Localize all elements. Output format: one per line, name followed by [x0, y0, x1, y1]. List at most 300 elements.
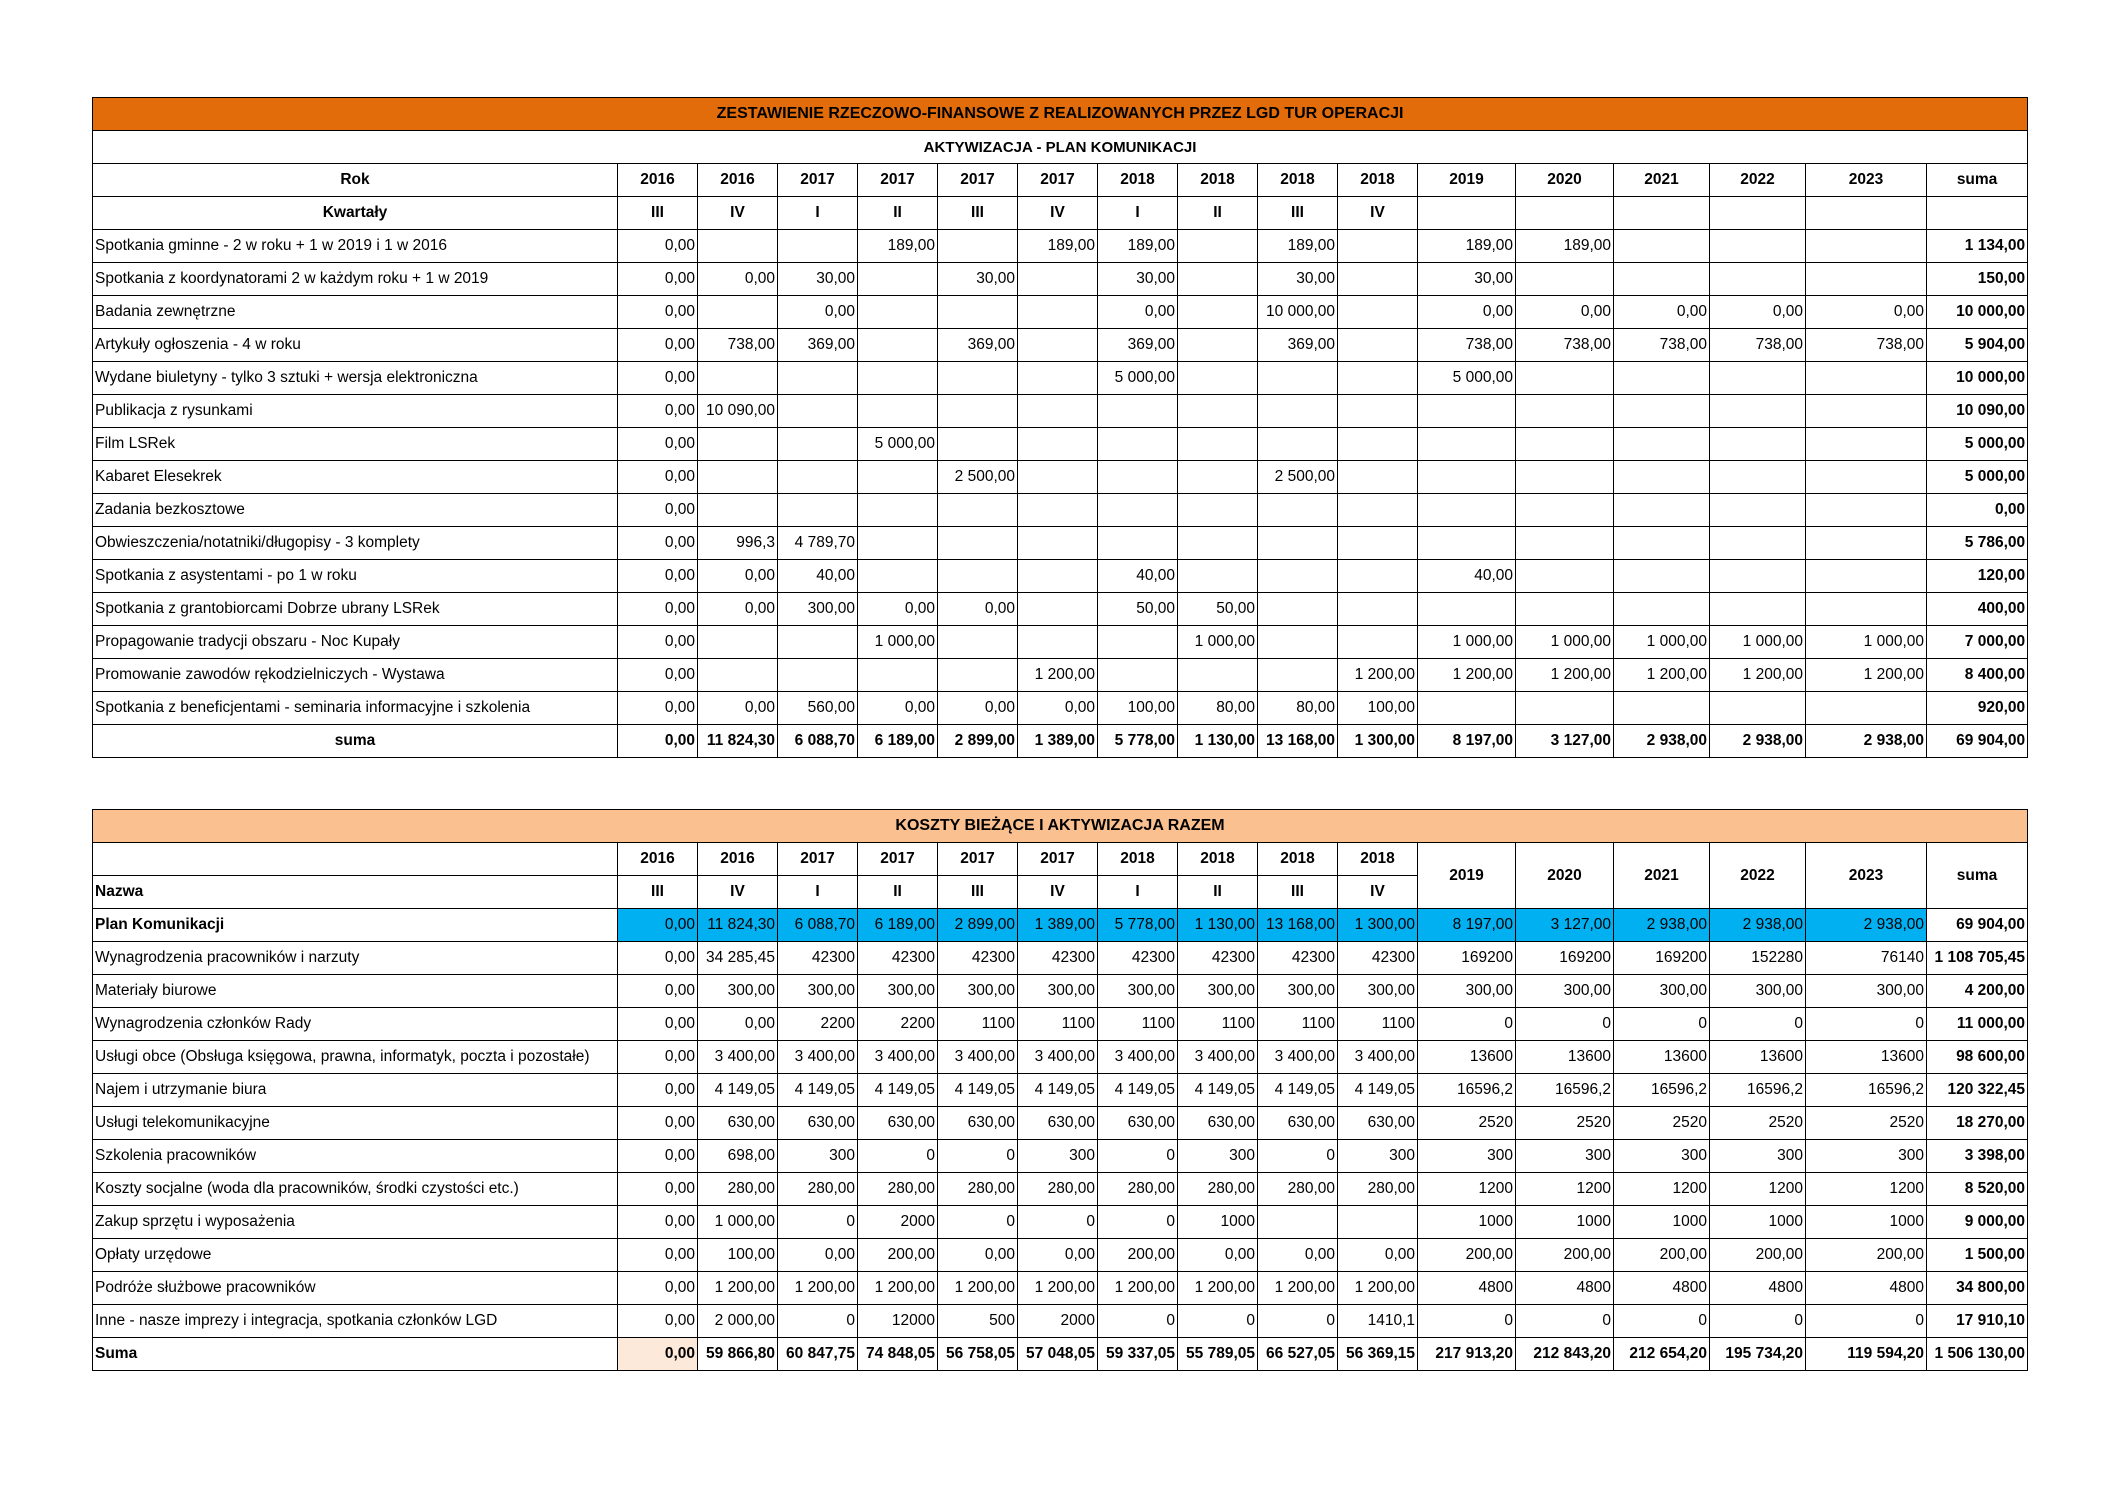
table-cell: 4 149,05 — [938, 1074, 1018, 1107]
table-cell: 2 938,00 — [1806, 909, 1927, 942]
table-cell: 1 200,00 — [1338, 1272, 1418, 1305]
table-cell: 1 000,00 — [1710, 626, 1806, 659]
total-cell: 56 758,05 — [938, 1338, 1018, 1371]
header-blank — [93, 843, 618, 876]
table-cell — [1178, 560, 1258, 593]
table-cell: 1 200,00 — [1806, 659, 1927, 692]
total-cell: 119 594,20 — [1806, 1338, 1927, 1371]
total-cell: 6 189,00 — [858, 725, 938, 758]
table-cell: 2520 — [1516, 1107, 1614, 1140]
quarter-header: II — [858, 197, 938, 230]
table-cell: 1200 — [1806, 1173, 1927, 1206]
table-cell: 630,00 — [1098, 1107, 1178, 1140]
row-label: Spotkania z asystentami - po 1 w roku — [93, 560, 618, 593]
row-label: Kabaret Elesekrek — [93, 461, 618, 494]
table-cell: 0,00 — [778, 296, 858, 329]
table-cell: 1100 — [938, 1008, 1018, 1041]
total-cell: 5 778,00 — [1098, 725, 1178, 758]
table-cell: 0,00 — [1018, 1239, 1098, 1272]
year-header: 2017 — [858, 164, 938, 197]
table-row — [93, 1041, 2028, 1074]
total-label: suma — [93, 725, 618, 758]
row-label: Spotkania z koordynatorami 2 w każdym roku + 1 w 2019 — [93, 263, 618, 296]
table-row — [93, 494, 2028, 527]
table-cell: 630,00 — [938, 1107, 1018, 1140]
table-cell: 738,00 — [1710, 329, 1806, 362]
table-cell — [1258, 593, 1338, 626]
total-cell: 11 824,30 — [698, 725, 778, 758]
table-row — [93, 942, 2028, 975]
table-cell: 369,00 — [938, 329, 1018, 362]
table-cell: 630,00 — [1338, 1107, 1418, 1140]
table-cell: 8 197,00 — [1418, 909, 1516, 942]
table-cell: 0,00 — [618, 329, 698, 362]
table-cell: 0 — [1806, 1305, 1927, 1338]
table-cell: 1 000,00 — [1178, 626, 1258, 659]
table-cell: 4 789,70 — [778, 527, 858, 560]
table-row — [93, 263, 2028, 296]
total-label: Suma — [93, 1338, 618, 1371]
table-cell: 200,00 — [1516, 1239, 1614, 1272]
table-cell — [1516, 527, 1614, 560]
table-cell — [938, 527, 1018, 560]
table-cell — [778, 230, 858, 263]
table-cell: 300,00 — [1614, 975, 1710, 1008]
table-cell: 80,00 — [1258, 692, 1338, 725]
table-cell — [1098, 395, 1178, 428]
table-cell — [1338, 494, 1418, 527]
row-total: 5 000,00 — [1927, 461, 2028, 494]
table-cell: 0,00 — [618, 1074, 698, 1107]
table-cell — [1614, 527, 1710, 560]
row-total: 120,00 — [1927, 560, 2028, 593]
table-cell — [858, 494, 938, 527]
table-cell: 76140 — [1806, 942, 1927, 975]
table-cell: 369,00 — [1258, 329, 1338, 362]
table-cell: 280,00 — [1338, 1173, 1418, 1206]
table-cell — [1018, 263, 1098, 296]
table-cell: 300,00 — [1098, 975, 1178, 1008]
table2-year-row — [93, 843, 2028, 876]
table-cell — [1806, 527, 1927, 560]
table-cell — [1516, 692, 1614, 725]
table-cell: 280,00 — [858, 1173, 938, 1206]
table-cell: 1 200,00 — [1338, 659, 1418, 692]
table-cell — [1710, 494, 1806, 527]
table-cell — [1614, 692, 1710, 725]
table-cell — [858, 395, 938, 428]
total-cell: 6 088,70 — [778, 725, 858, 758]
table-cell: 200,00 — [1806, 1239, 1927, 1272]
table-cell: 189,00 — [1098, 230, 1178, 263]
table-cell: 0,00 — [778, 1239, 858, 1272]
table-cell — [1806, 461, 1927, 494]
table-cell — [938, 494, 1018, 527]
table-cell — [1338, 329, 1418, 362]
table-cell — [1178, 428, 1258, 461]
row-total: 10 090,00 — [1927, 395, 2028, 428]
row-label: Spotkania z beneficjentami - seminaria informacyjne i szkolenia — [93, 692, 618, 725]
table-cell: 300,00 — [1258, 975, 1338, 1008]
total-row — [93, 1338, 2028, 1371]
table-cell: 1000 — [1516, 1206, 1614, 1239]
row-label: Usługi telekomunikacyjne — [93, 1107, 618, 1140]
quarter-header — [1806, 197, 1927, 230]
table-cell — [1258, 527, 1338, 560]
table-cell: 100,00 — [1098, 692, 1178, 725]
row-total: 10 000,00 — [1927, 362, 2028, 395]
table-cell — [1516, 395, 1614, 428]
table-cell: 1 200,00 — [1018, 659, 1098, 692]
table-cell — [1338, 230, 1418, 263]
table-cell: 13600 — [1516, 1041, 1614, 1074]
table-cell: 1 200,00 — [1418, 659, 1516, 692]
total-cell: 0,00 — [618, 725, 698, 758]
table-cell: 369,00 — [1098, 329, 1178, 362]
year-header: 2017 — [1018, 164, 1098, 197]
row-total: 1 500,00 — [1927, 1239, 2028, 1272]
table-cell — [1516, 428, 1614, 461]
quarter-header: II — [858, 876, 938, 909]
year-header: 2021 — [1614, 164, 1710, 197]
table-cell: 280,00 — [1018, 1173, 1098, 1206]
table-cell: 2 000,00 — [698, 1305, 778, 1338]
table-cell: 1 000,00 — [698, 1206, 778, 1239]
table-cell: 1 200,00 — [938, 1272, 1018, 1305]
table-cell — [1018, 362, 1098, 395]
table-cell: 0 — [1178, 1305, 1258, 1338]
table-cell: 4800 — [1614, 1272, 1710, 1305]
table-cell — [1614, 428, 1710, 461]
table-cell: 1000 — [1614, 1206, 1710, 1239]
total-row — [93, 725, 2028, 758]
quarter-header: II — [1178, 876, 1258, 909]
table-cell: 42300 — [778, 942, 858, 975]
table-cell: 280,00 — [1258, 1173, 1338, 1206]
year-header: 2018 — [1098, 843, 1178, 876]
table-cell: 300 — [1178, 1140, 1258, 1173]
table-cell: 280,00 — [1178, 1173, 1258, 1206]
table-cell: 42300 — [1018, 942, 1098, 975]
table-cell: 0,00 — [618, 1206, 698, 1239]
row-total: 5 786,00 — [1927, 527, 2028, 560]
year-header: 2018 — [1178, 843, 1258, 876]
table-cell: 0,00 — [618, 1140, 698, 1173]
table-cell: 16596,2 — [1710, 1074, 1806, 1107]
table-row — [93, 1206, 2028, 1239]
total-cell: 1 300,00 — [1338, 725, 1418, 758]
koszty-biezace-table — [92, 809, 2028, 1371]
table-row — [93, 1107, 2028, 1140]
quarter-header: III — [618, 197, 698, 230]
table-cell — [1018, 296, 1098, 329]
table-row — [93, 1074, 2028, 1107]
plan-komunikacji-row — [93, 909, 2028, 942]
quarter-header: III — [618, 876, 698, 909]
table-row — [93, 659, 2028, 692]
table-cell — [1806, 395, 1927, 428]
row-label: Obwieszczenia/notatniki/długopisy - 3 komplety — [93, 527, 618, 560]
table-cell — [1710, 461, 1806, 494]
row-label: Opłaty urzędowe — [93, 1239, 618, 1272]
table-cell — [1178, 461, 1258, 494]
table-cell: 1 000,00 — [1614, 626, 1710, 659]
row-label: Promowanie zawodów rękodzielniczych - Wystawa — [93, 659, 618, 692]
table-cell: 0 — [1614, 1008, 1710, 1041]
row-label: Spotkania gminne - 2 w roku + 1 w 2019 i 1 w 2016 — [93, 230, 618, 263]
table-cell: 630,00 — [1018, 1107, 1098, 1140]
table-cell: 4800 — [1806, 1272, 1927, 1305]
year-header: 2018 — [1258, 164, 1338, 197]
table-cell: 200,00 — [1614, 1239, 1710, 1272]
table-cell: 300,00 — [1710, 975, 1806, 1008]
table-cell — [1710, 593, 1806, 626]
table-row — [93, 593, 2028, 626]
quarter-header: IV — [1338, 876, 1418, 909]
table-cell — [1418, 692, 1516, 725]
table-cell — [1258, 560, 1338, 593]
table-cell: 1200 — [1516, 1173, 1614, 1206]
table-cell: 0,00 — [618, 975, 698, 1008]
table-cell: 13600 — [1806, 1041, 1927, 1074]
table-cell: 42300 — [1258, 942, 1338, 975]
table-cell: 30,00 — [938, 263, 1018, 296]
row-label: Usługi obce (Obsługa księgowa, prawna, informatyk, poczta i pozostałe) — [93, 1041, 618, 1074]
total-cell: 55 789,05 — [1178, 1338, 1258, 1371]
table-cell: 0,00 — [698, 692, 778, 725]
table-cell: 6 189,00 — [858, 909, 938, 942]
table-cell: 0,00 — [858, 692, 938, 725]
total-cell: 1 130,00 — [1178, 725, 1258, 758]
table-cell — [1614, 263, 1710, 296]
table-cell: 80,00 — [1178, 692, 1258, 725]
year-header: 2018 — [1338, 164, 1418, 197]
table-cell — [778, 659, 858, 692]
table-cell: 738,00 — [1418, 329, 1516, 362]
quarter-header: III — [1258, 197, 1338, 230]
table-cell: 1 389,00 — [1018, 909, 1098, 942]
total-cell: 195 734,20 — [1710, 1338, 1806, 1371]
table-cell — [1710, 263, 1806, 296]
table-cell: 300,00 — [1338, 975, 1418, 1008]
table-cell: 1 200,00 — [1258, 1272, 1338, 1305]
table-cell: 2520 — [1710, 1107, 1806, 1140]
table-cell: 1000 — [1710, 1206, 1806, 1239]
row-total: 34 800,00 — [1927, 1272, 2028, 1305]
table-cell: 0,00 — [618, 692, 698, 725]
table-cell: 13600 — [1418, 1041, 1516, 1074]
table-cell — [698, 461, 778, 494]
table-cell: 4 149,05 — [858, 1074, 938, 1107]
total-cell: 212 843,20 — [1516, 1338, 1614, 1371]
table-cell: 200,00 — [1098, 1239, 1178, 1272]
table-cell: 0 — [1098, 1305, 1178, 1338]
row-total: 920,00 — [1927, 692, 2028, 725]
quarter-header: I — [1098, 876, 1178, 909]
table-cell — [1338, 428, 1418, 461]
table-cell: 152280 — [1710, 942, 1806, 975]
table-cell: 1 200,00 — [778, 1272, 858, 1305]
row-total: 11 000,00 — [1927, 1008, 2028, 1041]
table-cell: 0,00 — [938, 692, 1018, 725]
row-total: 10 000,00 — [1927, 296, 2028, 329]
table-cell: 0 — [1806, 1008, 1927, 1041]
table-cell: 300,00 — [938, 975, 1018, 1008]
table-cell: 30,00 — [1418, 263, 1516, 296]
plan-komunikacji-table — [92, 97, 2028, 758]
table-row — [93, 395, 2028, 428]
table-cell — [1338, 626, 1418, 659]
total-cell: 1 389,00 — [1018, 725, 1098, 758]
row-label: Wynagrodzenia pracowników i narzuty — [93, 942, 618, 975]
table-cell — [1806, 593, 1927, 626]
quarter-header: III — [938, 197, 1018, 230]
table-cell — [1710, 395, 1806, 428]
table-cell — [1614, 395, 1710, 428]
table-cell: 4 149,05 — [1178, 1074, 1258, 1107]
year-header: suma — [1927, 843, 2028, 909]
table-cell: 1 300,00 — [1338, 909, 1418, 942]
table-cell: 4800 — [1418, 1272, 1516, 1305]
table-cell: 0,00 — [938, 1239, 1018, 1272]
table-cell: 3 400,00 — [778, 1041, 858, 1074]
table-cell — [1258, 428, 1338, 461]
table-cell: 300 — [1710, 1140, 1806, 1173]
table-cell — [938, 428, 1018, 461]
table-cell: 0 — [1418, 1008, 1516, 1041]
quarter-header: I — [778, 197, 858, 230]
quarter-header: III — [1258, 876, 1338, 909]
table-cell: 5 000,00 — [858, 428, 938, 461]
table-cell: 300,00 — [858, 975, 938, 1008]
table-cell — [938, 626, 1018, 659]
year-header: 2019 — [1418, 164, 1516, 197]
table-cell — [698, 362, 778, 395]
table-cell: 300 — [1614, 1140, 1710, 1173]
table-cell: 3 400,00 — [1018, 1041, 1098, 1074]
table-cell — [1516, 362, 1614, 395]
table-cell: 0,00 — [698, 593, 778, 626]
year-header: suma — [1927, 164, 2028, 197]
row-total: 0,00 — [1927, 494, 2028, 527]
table-cell: 1 200,00 — [858, 1272, 938, 1305]
table-cell: 0 — [1098, 1206, 1178, 1239]
table-cell: 4 149,05 — [1018, 1074, 1098, 1107]
total-cell: 1 506 130,00 — [1927, 1338, 2028, 1371]
table-cell: 200,00 — [1418, 1239, 1516, 1272]
table-cell: 0 — [1098, 1140, 1178, 1173]
quarter-header — [1418, 197, 1516, 230]
table-cell: 13 168,00 — [1258, 909, 1338, 942]
table-cell: 2 500,00 — [938, 461, 1018, 494]
table-cell: 189,00 — [1418, 230, 1516, 263]
table-cell — [1258, 626, 1338, 659]
table-cell — [1806, 692, 1927, 725]
table-cell: 40,00 — [778, 560, 858, 593]
quarter-header: IV — [1338, 197, 1418, 230]
table-cell: 738,00 — [1614, 329, 1710, 362]
table-cell: 169200 — [1614, 942, 1710, 975]
table-cell — [1516, 461, 1614, 494]
row-total: 400,00 — [1927, 593, 2028, 626]
table-cell: 4800 — [1710, 1272, 1806, 1305]
table-cell — [1418, 395, 1516, 428]
table-cell — [1338, 593, 1418, 626]
table-cell: 42300 — [858, 942, 938, 975]
table1-year-row — [93, 164, 2028, 197]
table-cell — [1806, 362, 1927, 395]
table-cell: 4 149,05 — [1258, 1074, 1338, 1107]
table-cell — [698, 230, 778, 263]
table-cell — [1338, 461, 1418, 494]
row-label: Zadania bezkosztowe — [93, 494, 618, 527]
table-cell: 3 400,00 — [1258, 1041, 1338, 1074]
year-header: 2016 — [698, 843, 778, 876]
table-cell: 0,00 — [618, 1041, 698, 1074]
table-cell — [1710, 362, 1806, 395]
quarter-row-label: Kwartały — [93, 197, 618, 230]
table-cell: 300 — [1806, 1140, 1927, 1173]
table-cell: 10 000,00 — [1258, 296, 1338, 329]
row-label: Film LSRek — [93, 428, 618, 461]
table-cell: 3 400,00 — [938, 1041, 1018, 1074]
table-cell — [1614, 362, 1710, 395]
table-row — [93, 428, 2028, 461]
total-cell: 2 938,00 — [1806, 725, 1927, 758]
table1-quarter-row — [93, 197, 2028, 230]
table-cell: 300 — [1018, 1140, 1098, 1173]
row-total: 3 398,00 — [1927, 1140, 2028, 1173]
row-label: Najem i utrzymanie biura — [93, 1074, 618, 1107]
table-cell: 300,00 — [1018, 975, 1098, 1008]
table-cell: 4800 — [1516, 1272, 1614, 1305]
row-total: 17 910,10 — [1927, 1305, 2028, 1338]
table-cell — [1806, 230, 1927, 263]
year-header: 2017 — [938, 843, 1018, 876]
table-cell — [1418, 461, 1516, 494]
table-cell: 16596,2 — [1418, 1074, 1516, 1107]
table-row — [93, 692, 2028, 725]
year-header: 2023 — [1806, 164, 1927, 197]
table-cell: 300 — [1516, 1140, 1614, 1173]
quarter-header: IV — [1018, 876, 1098, 909]
row-label: Spotkania z grantobiorcami Dobrze ubrany LSRek — [93, 593, 618, 626]
table-cell — [1258, 1206, 1338, 1239]
table-cell — [1338, 1206, 1418, 1239]
year-header: 2017 — [858, 843, 938, 876]
table-cell: 630,00 — [1258, 1107, 1338, 1140]
table-cell: 0,00 — [618, 362, 698, 395]
table-cell: 1100 — [1018, 1008, 1098, 1041]
table-cell: 3 400,00 — [1178, 1041, 1258, 1074]
table-cell — [1418, 527, 1516, 560]
quarter-header: IV — [698, 197, 778, 230]
table-cell — [1806, 560, 1927, 593]
row-total: 9 000,00 — [1927, 1206, 2028, 1239]
table-cell: 2 938,00 — [1614, 909, 1710, 942]
table-cell: 3 400,00 — [698, 1041, 778, 1074]
table-row — [93, 527, 2028, 560]
table-cell: 4 149,05 — [1338, 1074, 1418, 1107]
table-cell: 40,00 — [1098, 560, 1178, 593]
table-cell: 0,00 — [618, 1272, 698, 1305]
table-cell: 50,00 — [1178, 593, 1258, 626]
row-total: 1 108 705,45 — [1927, 942, 2028, 975]
table-row — [93, 461, 2028, 494]
table-cell: 1100 — [1098, 1008, 1178, 1041]
table-cell: 1100 — [1338, 1008, 1418, 1041]
quarter-header: IV — [698, 876, 778, 909]
